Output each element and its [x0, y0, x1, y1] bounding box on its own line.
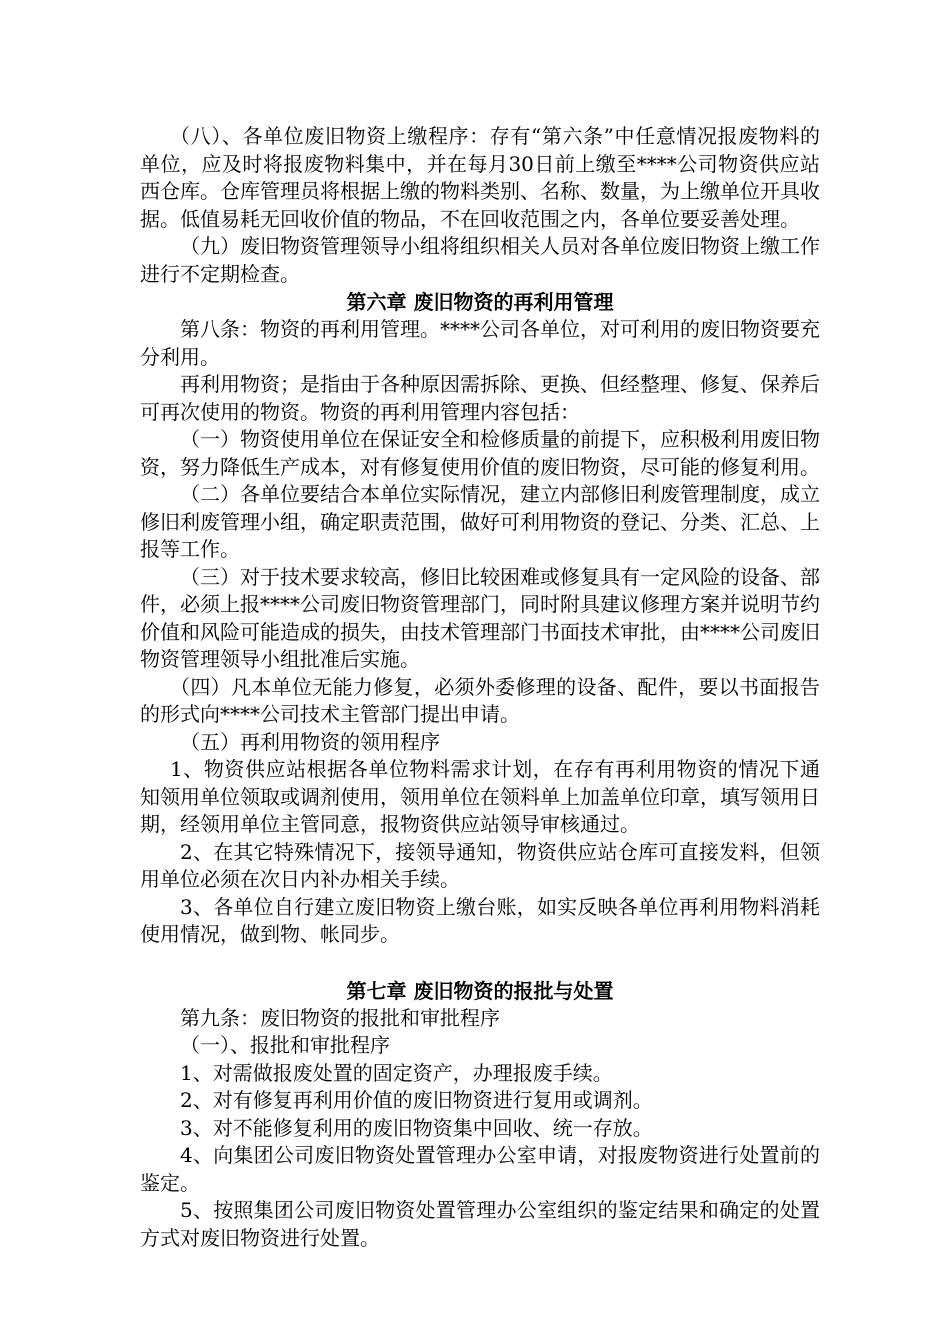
chapter-6-heading: 第六章 废旧物资的再利用管理: [346, 290, 614, 314]
procedure-step-1: 1、物资供应站根据各单位物料需求计划，在存有再利用物资的情况下通知领用单位领取或调剂使用，领用单位在领料单上加盖单位印章，填写领用日期，经领用单位主管同意，报物资供应站领导审核通过。: [140, 757, 820, 836]
procedure-step-3: 3、各单位自行建立废旧物资上缴台账，如实反映各单位再利用物料消耗使用情况，做到物、帐同步。: [140, 894, 820, 946]
reuse-definition-paragraph: 再利用物资；是指由于各种原因需拆除、更换、但经整理、修复、保养后可再次使用的物资。物资的再利用管理内容包括：: [140, 372, 820, 424]
approval-step-1: 1、对需做报废处置的固定资产，办理报废手续。: [180, 1060, 613, 1085]
paragraph-item-8: （八）、各单位废旧物资上缴程序：存有“第六条”中任意情况报废物料的单位，应及时将报废物料集中，并在每月30日前上缴至****公司物资供应站西仓库。仓库管理员将根据上缴的物料类别、名称、数量，为上缴单位开具收据。低值易耗无回收价值的物品，不在回收范围之内，各单位要妥善处理。: [140, 124, 820, 231]
article-8-paragraph: 第八条：物资的再利用管理。****公司各单位，对可利用的废旧物资要充分利用。: [140, 317, 820, 369]
reuse-item-3: （三）对于技术要求较高，修旧比较困难或修复具有一定风险的设备、部件，必须上报****公司废旧物资管理部门，同时附具建议修理方案并说明节约价值和风险可能造成的损失，由技术管理部门书面技术审批，由****公司废旧物资管理领导小组批准后实施。: [140, 564, 820, 671]
section-gap: [140, 949, 820, 977]
reuse-item-2: （二）各单位要结合本单位实际情况，建立内部修旧利废管理制度，成立修旧利废管理小组，确定职责范围，做好可利用物资的登记、分类、汇总、上报等工作。: [140, 482, 820, 561]
procedure-step-2: 2、在其它特殊情况下，接领导通知，物资供应站仓库可直接发料，但领用单位必须在次日内补办相关手续。: [140, 839, 820, 891]
reuse-item-4: （四）凡本单位无能力修复，必须外委修理的设备、配件，要以书面报告的形式向****公司技术主管部门提出申请。: [140, 674, 820, 726]
chapter-7-heading: 第七章 废旧物资的报批与处置: [346, 978, 614, 1003]
approval-step-4: 4、向集团公司废旧物资处置管理办公室申请，对报废物资进行处置前的鉴定。: [140, 1143, 820, 1195]
approval-step-5: 5、按照集团公司废旧物资处置管理办公室组织的鉴定结果和确定的处置方式对废旧物资进行处置。: [140, 1198, 820, 1250]
reuse-item-1: （一）物资使用单位在保证安全和检修质量的前提下，应积极利用废旧物资，努力降低生产成本，对有修复使用价值的废旧物资，尽可能的修复利用。: [140, 427, 820, 479]
approval-step-3: 3、对不能修复利用的废旧物资集中回收、统一存放。: [180, 1115, 653, 1140]
paragraph-item-9: （九）废旧物资管理领导小组将组织相关人员对各单位废旧物资上缴工作进行不定期检查。: [140, 234, 820, 286]
reuse-item-5: （五）再利用物资的领用程序: [180, 729, 440, 754]
document-body: [140, 123, 820, 1252]
approval-subheading: （一）、报批和审批程序: [180, 1033, 390, 1057]
article-9-paragraph: 第九条：废旧物资的报批和审批程序: [180, 1005, 500, 1030]
approval-step-2: 2、对有修复再利用价值的废旧物资进行复用或调剂。: [180, 1088, 653, 1112]
